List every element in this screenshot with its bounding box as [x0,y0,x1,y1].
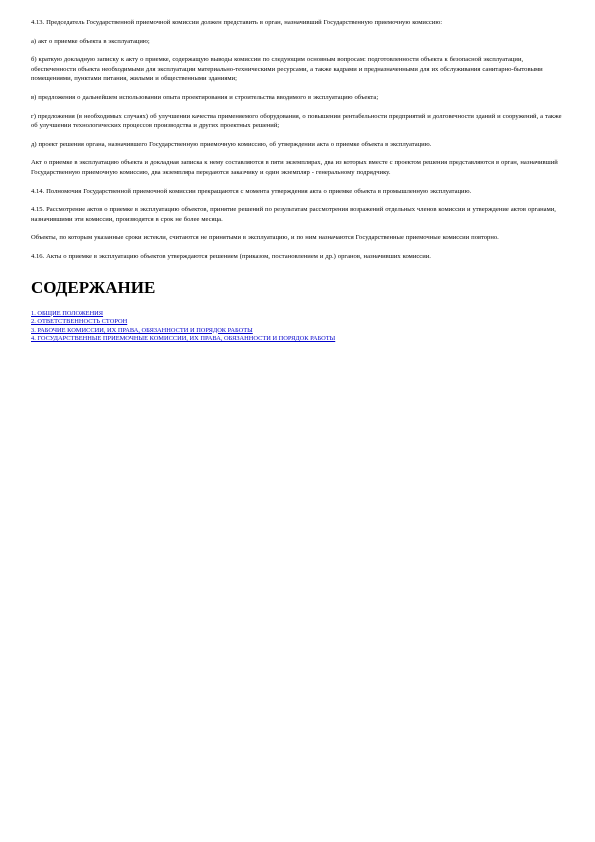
toc-item [31,327,565,336]
paragraph-item-d: д) проект решения органа, назначившего Государственную приемочную комиссию, об утверждении акта о приемке объекта в эксплуатацию. [31,140,432,148]
paragraph-4-16: 4.16. Акты о приемке в эксплуатацию объектов утверждаются решением (приказом, постановлением и др.) органов, назначивших комиссии. [31,252,431,260]
paragraph-item-a: а) акт о приемке объекта в эксплуатацию; [31,37,150,45]
paragraph-4-13: 4.13. Председатель Государственной приемочной комиссии должен представить в орган, назначивший Государственную приемочную комиссию: [31,19,443,26]
document-page [31,18,565,344]
toc-link-working-commissions[interactable]: 3. РАБОЧИЕ КОМИССИИ, ИХ ПРАВА, ОБЯЗАННОСТИ И ПОРЯДОК РАБОТЫ [31,326,253,334]
toc-item [31,335,565,344]
toc-link-general[interactable]: 1. ОБЩИЕ ПОЛОЖЕНИЯ [31,309,104,317]
paragraph-item-v: в) предложения о дальнейшем использовании опыта проектирования и строительства вводимого в эксплуатацию объекта; [31,93,379,101]
paragraph-4-15: 4.15. Рассмотрение актов о приемке в эксплуатацию объектов, принятие решений по результатам рассмотрения возражений отдельных членов комиссии и утверждение актов органами, назначившими эти комиссии, производятся в срок не более месяца. [31,206,556,223]
toc-item [31,310,565,319]
paragraph-act-copies: Акт о приемке в эксплуатацию объекта и докладная записка к нему составляются в пяти экземплярах, два из которых вместе с проектом решения представляются в орган, назначивший Государственную приемочную комиссию, два экземпляра передаются заказчику и один экземпляр - генеральному подрядчику. [31,159,558,176]
table-of-contents [31,310,565,344]
toc-item [31,318,565,327]
paragraph-item-g: г) предложения (в необходимых случаях) об улучшении качества применяемого оборудования, о повышении рентабельности предприятий и долговечности зданий и сооружений, а также об улучшении технологических процессов производства и других проектных решений; [31,112,562,130]
paragraph-expired-objects: Объекты, по которым указанные сроки истекли, считаются не принятыми в эксплуатацию, и по ним назначаются Государственные приемочные комиссии повторно. [31,234,499,242]
paragraph-item-b: б) краткую докладную записку к акту о приемке, содержащую выводы комиссии по следующим основным вопросам: подготовленности объекта к безопасной эксплуатации, обеспеченности объекта необходимыми для эксплуатации материально-техническими ресурсами, а также кадрами и предназначенными для их обслуживания санитарно-бытовыми помещениями, пунктами питания, жилыми и общественными зданиями; [31,56,543,83]
toc-link-state-commissions[interactable]: 4. ГОСУДАРСТВЕННЫЕ ПРИЕМОЧНЫЕ КОМИССИИ, ИХ ПРАВА, ОБЯЗАННОСТИ И ПОРЯДОК РАБОТЫ [31,335,336,343]
paragraph-4-14: 4.14. Полномочия Государственной приемочной комиссии прекращаются с момента утверждения акта о приемке объекта в промышленную эксплуатацию. [31,187,472,195]
toc-heading: СОДЕРЖАНИЕ [31,277,156,297]
toc-link-responsibility[interactable]: 2. ОТВЕТСТВЕННОСТЬ СТОРОН [31,318,128,326]
